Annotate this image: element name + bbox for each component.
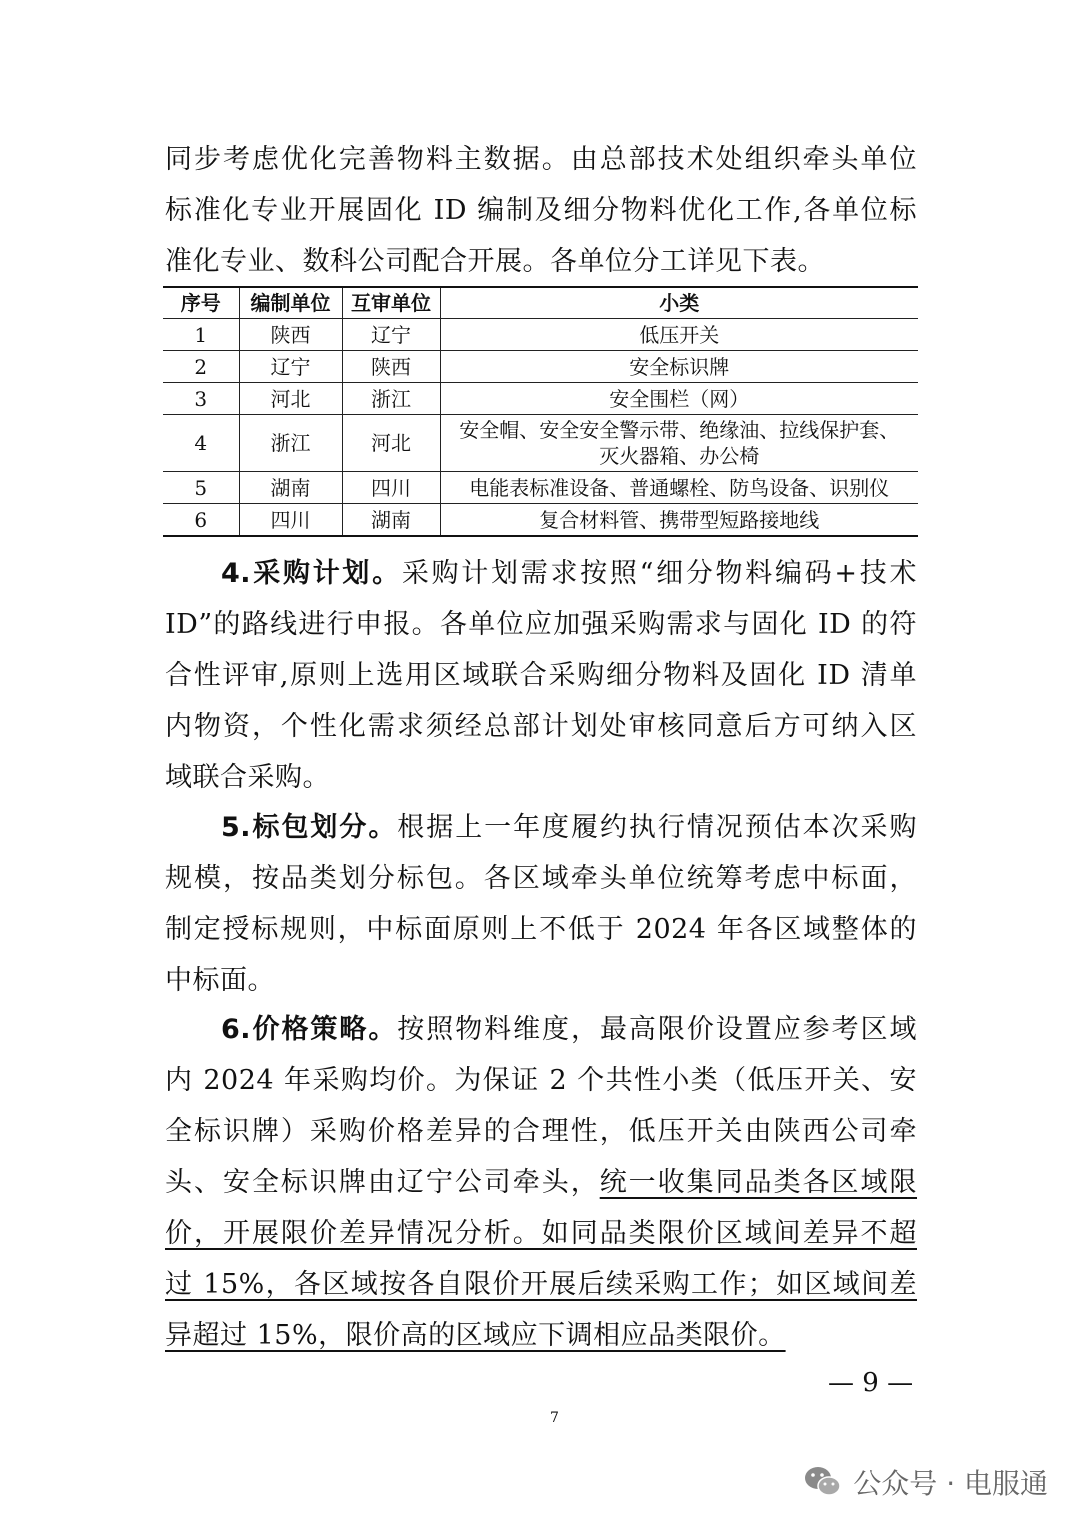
page-number: — 9 — (828, 1368, 914, 1398)
section-4-paragraph (165, 548, 917, 803)
section-6-paragraph (165, 1004, 917, 1361)
cell-reviewer: 四川 (342, 472, 440, 504)
cell-items (440, 415, 918, 472)
text-line (165, 548, 917, 599)
table-row (163, 383, 918, 415)
section-heading: 6.价格策略。 (221, 1014, 398, 1045)
cell-items-line: 安全帽、安全安全警示带、绝缘油、拉线保护套、 (459, 418, 900, 442)
cell-reviewer: 陕西 (342, 351, 440, 383)
cell-items-line: 灭火器箱、办公椅 (599, 444, 760, 468)
header-reviewer: 互审单位 (342, 287, 440, 319)
text-line: 中标面。 (165, 965, 275, 996)
text-line: 合性评审,原则上选用区域联合采购细分物料及固化 ID 清单 (165, 660, 917, 691)
text-line: 制定授标规则，中标面原则上不低于 2024 年各区域整体的 (165, 914, 917, 945)
text-line: 域联合采购。 (165, 762, 330, 793)
text-run: 按照物料维度，最高限价设置应参考区域 (397, 1014, 918, 1045)
cell-editor: 河北 (239, 383, 342, 415)
text-line (165, 802, 917, 853)
underlined-text-line: 价，开展限价差异情况分析。如同品类限价区域间差异不超 (165, 1218, 917, 1249)
text-run: 头、安全标识牌由辽宁公司牵头， (165, 1167, 600, 1198)
cell-editor: 浙江 (239, 415, 342, 472)
cell-editor: 辽宁 (239, 351, 342, 383)
cell-reviewer: 辽宁 (342, 319, 440, 351)
cell-items: 安全标识牌 (440, 351, 918, 383)
intro-paragraph (165, 134, 917, 287)
table-row (163, 351, 918, 383)
cell-no: 4 (163, 415, 239, 472)
text-line (165, 1157, 917, 1208)
cell-no: 2 (163, 351, 239, 383)
cell-no: 5 (163, 472, 239, 504)
text-line: 标准化专业开展固化 ID 编制及细分物料优化工作,各单位标 (165, 195, 917, 226)
header-editor: 编制单位 (239, 287, 342, 319)
cell-items: 复合材料管、携带型短路接地线 (440, 504, 918, 537)
text-line: 规模，按品类划分标包。各区域牵头单位统筹考虑中标面， (165, 863, 917, 894)
underlined-text-line: 过 15%，各区域按各自限价开展后续采购工作；如区域间差 (165, 1269, 917, 1300)
cell-editor: 四川 (239, 504, 342, 537)
text-line: 准化专业、数科公司配合开展。各单位分工详见下表。 (165, 246, 825, 277)
text-line: 内物资，个性化需求须经总部计划处审核同意后方可纳入区 (165, 711, 917, 742)
cell-reviewer: 湖南 (342, 504, 440, 537)
text-line: 全标识牌）采购价格差异的合理性，低压开关由陕西公司牵 (165, 1116, 917, 1147)
text-line: 同步考虑优化完善物料主数据。由总部技术处组织牵头单位 (165, 144, 917, 175)
cell-no: 1 (163, 319, 239, 351)
underlined-text-line: 异超过 15%，限价高的区域应下调相应品类限价。 (165, 1320, 786, 1351)
cell-items: 电能表标准设备、普通螺栓、防鸟设备、识别仪 (440, 472, 918, 504)
cell-items: 低压开关 (440, 319, 918, 351)
section-5-paragraph (165, 802, 917, 1006)
table-header-row (163, 287, 918, 319)
header-items: 小类 (440, 287, 918, 319)
text-line: 内 2024 年采购均价。为保证 2 个共性小类（低压开关、安 (165, 1065, 917, 1096)
text-run: 根据上一年度履约执行情况预估本次采购 (397, 812, 918, 843)
table-row (163, 504, 918, 537)
cell-reviewer: 浙江 (342, 383, 440, 415)
text-line (165, 1004, 917, 1055)
cell-no: 3 (163, 383, 239, 415)
text-run: 采购计划需求按照“细分物料编码+技术 (401, 558, 917, 589)
section-heading: 4.采购计划。 (221, 558, 402, 589)
wechat-icon (803, 1465, 843, 1499)
cell-editor: 湖南 (239, 472, 342, 504)
underlined-text: 统一收集同品类各区域限 (599, 1167, 918, 1198)
cell-items: 安全围栏（网） (440, 383, 918, 415)
watermark (803, 1462, 1048, 1502)
section-heading: 5.标包划分。 (221, 812, 398, 843)
table-row (163, 319, 918, 351)
print-number: 7 (550, 1410, 559, 1426)
cell-editor: 陕西 (239, 319, 342, 351)
allocation-table (163, 286, 918, 537)
cell-no: 6 (163, 504, 239, 537)
cell-reviewer: 河北 (342, 415, 440, 472)
table-row (163, 472, 918, 504)
watermark-text: 公众号 · 电服通 (853, 1467, 1048, 1500)
header-no: 序号 (163, 287, 239, 319)
table-row (163, 415, 918, 472)
text-line: ID”的路线进行申报。各单位应加强采购需求与固化 ID 的符 (165, 609, 917, 640)
